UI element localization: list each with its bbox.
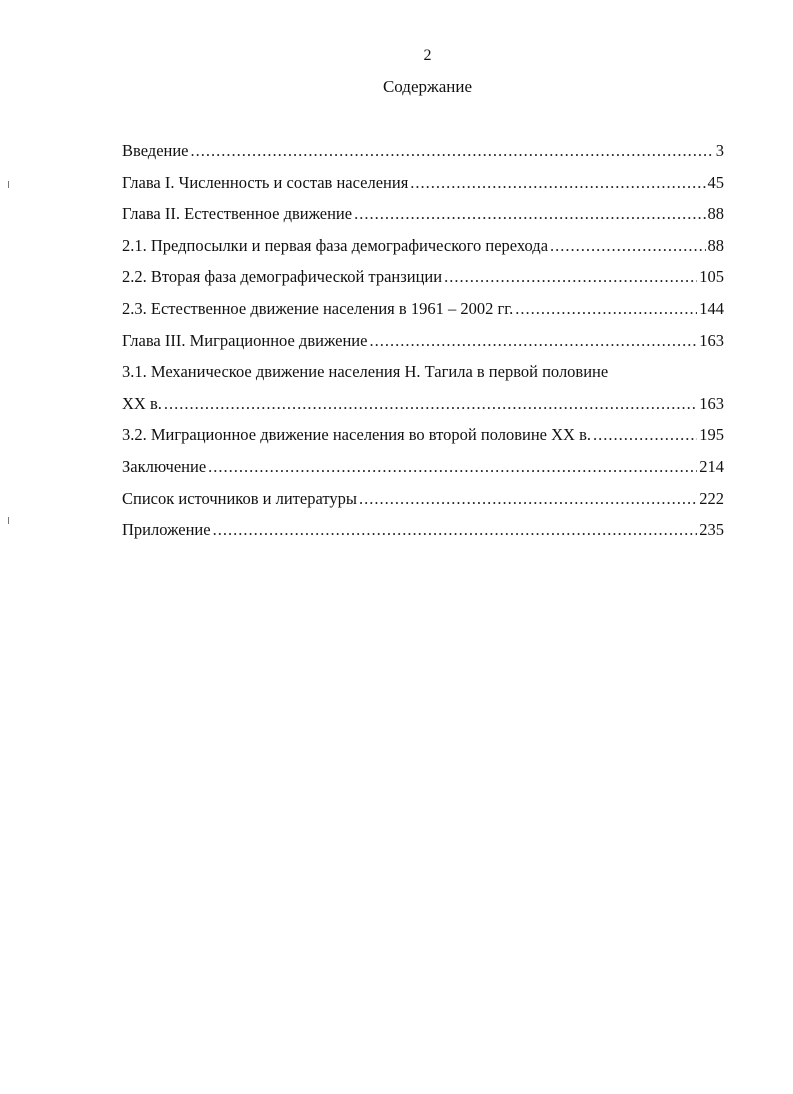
dot-leader: [369, 329, 697, 352]
toc-entry-section-3-2[interactable]: [122, 423, 724, 455]
toc-entry-page: 88: [707, 204, 724, 224]
toc-entry-title: Введение: [122, 141, 189, 160]
toc-entry-page: 3: [715, 141, 724, 160]
toc-entry-page: 45: [707, 172, 724, 192]
scan-artifact: [8, 181, 9, 188]
dot-leader: [593, 423, 697, 446]
page-title: Содержание: [382, 77, 473, 96]
dot-leader: [354, 202, 705, 225]
toc-entry-conclusion[interactable]: [122, 455, 724, 487]
toc-entry-title: Список источников и литературы: [122, 488, 357, 508]
dot-leader: [515, 297, 697, 320]
toc-entry-section-2-1[interactable]: [122, 234, 724, 266]
toc-entry-title: 2.2. Вторая фаза демографической транзиции: [122, 267, 443, 287]
toc-entry-title: Приложение: [122, 520, 211, 540]
toc-entry-chapter-1[interactable]: [122, 171, 724, 203]
dot-leader: [208, 455, 697, 478]
scan-artifact: [8, 517, 9, 524]
toc-entry-page: 105: [699, 267, 724, 287]
toc-entry-title: 2.1. Предпосылки и первая фаза демографического перехода: [122, 235, 549, 255]
dot-leader: [213, 518, 698, 541]
toc-entry-page: 222: [699, 488, 724, 508]
toc-entry-section-2-2[interactable]: [122, 265, 724, 297]
toc-entry-introduction[interactable]: [122, 139, 724, 171]
toc-entry-bibliography[interactable]: [122, 487, 724, 519]
toc-entry-title: Заключение: [122, 456, 207, 476]
dot-leader: [359, 487, 697, 510]
toc-entry-title: 2.3. Естественное движение населения в 1961 – 2002 гг.: [122, 298, 514, 318]
dot-leader: [444, 265, 697, 288]
toc-entry-title: 3.2. Миграционное движение населения во второй половине XX в.: [122, 425, 592, 445]
toc-entry-title: Глава III. Миграционное движение: [122, 330, 368, 350]
toc-entry-chapter-3[interactable]: [122, 329, 724, 361]
dot-leader: [550, 234, 705, 257]
toc-entry-line-2: [122, 392, 724, 415]
toc-entry-page: 214: [699, 456, 724, 476]
toc-entry-page: 195: [699, 425, 724, 445]
dot-leader: [191, 139, 714, 162]
toc-entry-page: 144: [699, 298, 724, 318]
toc-entry-title-continued: XX в.: [122, 393, 162, 413]
toc-entry-page: 163: [699, 393, 724, 413]
dot-leader: [164, 392, 697, 415]
toc-entry-page: 88: [707, 235, 724, 255]
toc-entry-page: 163: [699, 330, 724, 350]
toc-entry-title: Глава II. Естественное движение: [122, 204, 353, 224]
toc-entry-appendix[interactable]: [122, 518, 724, 550]
page-number: 2: [423, 47, 432, 64]
dot-leader: [410, 171, 705, 194]
table-of-contents: [122, 139, 724, 550]
toc-entry-chapter-2[interactable]: [122, 202, 724, 234]
toc-entry-title: Глава I. Численность и состав населения: [122, 172, 409, 192]
toc-entry-section-3-1[interactable]: [122, 360, 724, 423]
toc-entry-section-2-3[interactable]: [122, 297, 724, 329]
toc-entry-page: 235: [699, 520, 724, 540]
toc-entry-title: 3.1. Механическое движение населения Н. Тагила в первой половине: [122, 362, 609, 382]
